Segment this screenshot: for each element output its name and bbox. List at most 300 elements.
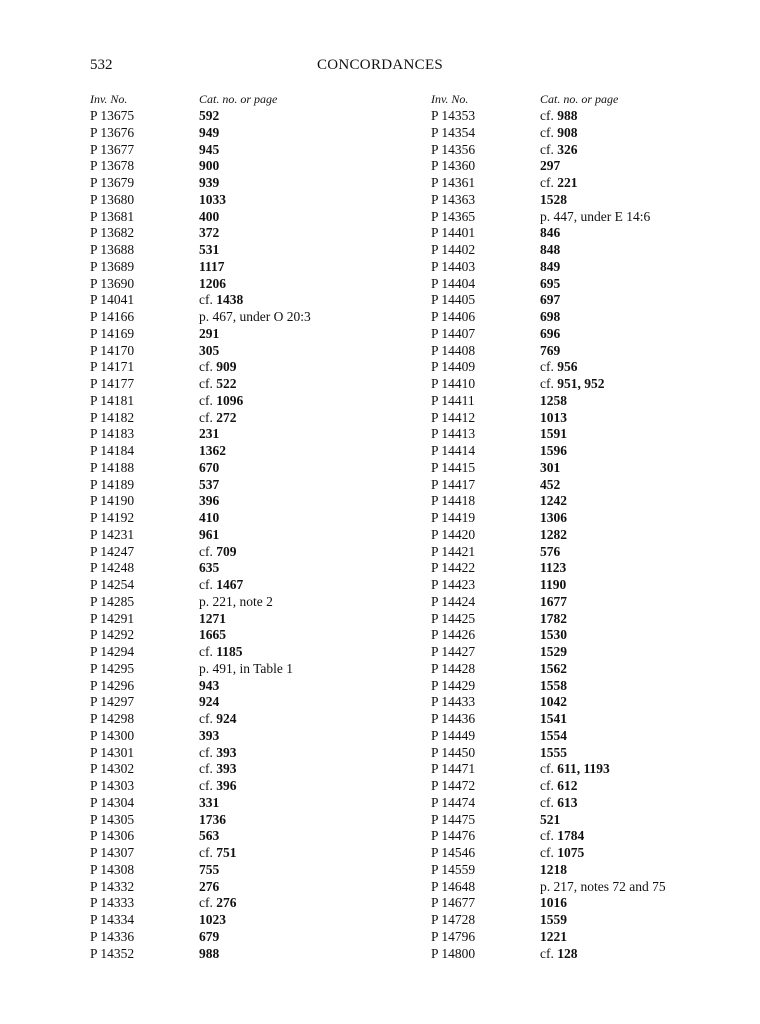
catalogue-reference [199,527,219,544]
catalogue-number: 221 [557,175,578,190]
inv-number: P 14406 [431,309,476,324]
catalogue-reference [199,225,219,242]
catalogue-number: 1467 [216,577,244,592]
catalogue-number: 709 [216,543,237,559]
catalogue-number: 988 [199,945,220,961]
catalogue-number: 563 [199,828,220,844]
catalogue-reference [199,795,219,812]
inv-number: P 13680 [90,191,135,207]
catalogue-reference [540,108,578,125]
catalogue-number: 924 [216,711,237,726]
catalogue-reference [199,477,219,494]
catalogue-reference [199,175,219,192]
catalogue-reference [540,611,567,628]
catalogue-number: 612 [557,778,578,793]
catalogue-reference [540,309,560,326]
catalogue-number: 988 [557,108,578,123]
catalogue-reference [540,795,578,812]
reference-prefix: cf. [199,359,217,375]
catalogue-number: 1075 [557,845,585,860]
inv-number: P 14415 [431,459,476,475]
inv-number: P 14177 [90,376,135,391]
inv-number: P 14411 [431,392,475,408]
catalogue-reference [540,862,567,879]
catalogue-reference [199,359,237,376]
inv-number: P 13681 [90,208,135,224]
catalogue-reference [540,493,567,510]
catalogue-reference [540,426,567,443]
catalogue-reference [199,745,237,762]
inv-number: P 14471 [431,761,476,777]
catalogue-reference [199,661,293,678]
catalogue-reference [540,443,567,460]
catalogue-reference [199,242,219,259]
inv-number: P 14425 [431,610,476,626]
inv-number: P 14423 [431,577,476,592]
catalogue-reference [540,410,567,427]
inv-number: P 14336 [90,928,135,944]
catalogue-reference [199,761,237,778]
inv-number: P 14412 [431,409,476,425]
inv-number: P 14648 [431,878,476,894]
catalogue-number: 1190 [540,577,567,592]
catalogue-number: 1242 [540,493,567,509]
catalogue-reference [540,276,560,293]
catalogue-number: 1782 [540,610,567,626]
catalogue-number: 1784 [557,828,585,844]
catalogue-reference [199,125,219,142]
catalogue-number: 1530 [540,627,567,643]
catalogue-reference [199,158,219,175]
inv-number: P 14474 [431,794,476,810]
catalogue-reference [540,912,567,929]
catalogue-reference [199,678,219,695]
catalogue-number: 943 [199,677,220,693]
inv-number: P 14171 [90,359,135,375]
catalogue-number: 522 [216,376,237,391]
catalogue-reference [199,426,219,443]
catalogue-number: 769 [540,342,561,358]
reference-prefix: cf. [199,644,217,659]
catalogue-reference [199,309,311,326]
catalogue-number: 410 [199,510,220,525]
catalogue-number: 635 [199,560,220,576]
inv-number: P 14296 [90,677,135,693]
reference-prefix: cf. [199,711,217,726]
catalogue-reference [540,895,567,912]
catalogue-reference [199,728,219,745]
reference-prefix: cf. [199,845,217,860]
catalogue-reference [199,611,226,628]
inv-number: P 14728 [431,912,476,927]
catalogue-reference [199,493,219,510]
inv-number: P 14546 [431,845,476,860]
inv-number: P 14436 [431,711,476,726]
reference-prefix: cf. [199,778,217,793]
catalogue-number: 297 [540,158,561,174]
inv-number: P 13676 [90,124,135,140]
catalogue-reference [199,410,237,427]
inv-number: P 13675 [90,108,135,123]
catalogue-reference [540,259,560,276]
inv-number: P 14476 [431,828,476,844]
catalogue-number: 1529 [540,644,567,659]
reference-prefix: p. 217, notes 72 and 75 [540,878,666,894]
catalogue-number: 276 [199,878,220,894]
catalogue-number: 537 [199,476,220,492]
catalogue-reference [540,376,605,393]
catalogue-number: 1541 [540,711,567,726]
catalogue-reference [199,644,243,661]
catalogue-number: 924 [199,694,220,710]
reference-prefix: cf. [540,845,558,860]
catalogue-number: 1677 [540,593,567,609]
reference-prefix: cf. [540,108,558,123]
catalogue-number: 276 [216,895,237,911]
catalogue-reference [199,912,226,929]
reference-prefix: cf. [540,794,558,810]
inv-number: P 14294 [90,644,135,659]
inv-number: P 14169 [90,325,135,341]
catalogue-reference [199,510,219,527]
catalogue-reference [540,209,650,226]
catalogue-reference [199,326,219,343]
catalogue-number: 1306 [540,510,567,525]
inv-number: P 14363 [431,191,476,207]
catalogue-number: 945 [199,141,220,157]
catalogue-number: 1558 [540,677,567,693]
inv-number: P 14041 [90,292,135,308]
inv-number: P 14298 [90,711,135,726]
inv-number: P 14170 [90,342,135,358]
reference-prefix: cf. [540,175,558,190]
catalogue-number: 961 [199,526,220,542]
catalogue-number: 848 [540,242,561,257]
reference-prefix: cf. [540,778,558,793]
inv-number: P 14254 [90,577,135,592]
catalogue-number: 1117 [199,258,225,274]
inv-number: P 14295 [90,660,135,676]
reference-prefix: p. 467, under O 20:3 [199,309,311,324]
inv-number: P 14361 [431,175,476,190]
catalogue-number: 576 [540,543,561,559]
inv-no-header: Inv. No. [431,92,469,106]
catalogue-number: 1438 [216,292,244,308]
catalogue-number: 611, 1193 [557,761,610,777]
page-number: 532 [90,57,113,73]
catalogue-number: 1033 [199,191,226,207]
catalogue-reference [540,711,567,728]
catalogue-reference [540,527,567,544]
catalogue-reference [199,946,219,963]
catalogue-number: 1562 [540,660,567,676]
reference-prefix: cf. [540,761,558,777]
catalogue-number: 291 [199,325,220,341]
catalogue-number: 400 [199,208,220,224]
catalogue-reference [540,761,610,778]
inv-number: P 14334 [90,912,135,927]
catalogue-reference [540,728,567,745]
reference-prefix: p. 447, under E 14:6 [540,208,651,224]
catalogue-number: 1016 [540,895,567,911]
catalogue-reference [199,108,219,125]
catalogue-number: 1591 [540,426,567,442]
inv-number: P 14292 [90,627,135,643]
catalogue-number: 900 [199,158,220,174]
catalogue-number: 1554 [540,727,567,743]
inv-number: P 13689 [90,258,135,274]
inv-number: P 14285 [90,593,135,609]
catalogue-reference [540,745,567,762]
reference-prefix: cf. [199,744,217,760]
catalogue-number: 1555 [540,744,567,760]
catalogue-number: 1282 [540,526,567,542]
inv-number: P 14307 [90,845,135,860]
catalogue-number: 1258 [540,392,567,408]
inv-number: P 14427 [431,644,476,659]
reference-prefix: cf. [540,945,558,961]
inv-number: P 14291 [90,610,135,626]
inv-number: P 14433 [431,694,476,710]
catalogue-number: 1596 [540,443,567,458]
inv-number: P 14356 [431,141,476,157]
catalogue-reference [199,142,219,159]
inv-number: P 14472 [431,778,476,793]
catalogue-number: 231 [199,426,220,442]
inv-number: P 13679 [90,175,135,190]
inv-number: P 14410 [431,376,476,391]
catalogue-number: 695 [540,275,561,291]
catalogue-number: 949 [199,124,220,140]
inv-number: P 14417 [431,476,476,492]
catalogue-reference [199,895,237,912]
catalogue-number: 696 [540,325,561,341]
reference-prefix: cf. [540,376,558,391]
inv-number: P 14181 [90,392,135,408]
inv-number: P 14404 [431,275,476,291]
catalogue-reference [199,376,237,393]
inv-number: P 14247 [90,543,135,559]
catalogue-reference [540,879,666,896]
inv-number: P 14360 [431,158,476,174]
catalogue-number: 1218 [540,861,567,877]
catalogue-reference [199,879,219,896]
catalogue-reference [540,946,578,963]
catalogue-number: 1221 [540,928,567,944]
catalogue-number: 452 [540,476,561,492]
catalogue-number: 697 [540,292,561,308]
inv-number: P 14419 [431,510,476,525]
catalogue-reference [540,577,566,594]
inv-number: P 14231 [90,526,135,542]
catalogue-reference [199,209,219,226]
catalogue-reference [199,862,219,879]
inv-number: P 14475 [431,811,476,827]
catalogue-number: 592 [199,108,220,123]
reference-prefix: p. 221, note 2 [199,593,273,609]
inv-number: P 14308 [90,861,135,877]
catalogue-reference [199,460,219,477]
inv-number: P 14677 [431,895,476,911]
inv-number: P 13688 [90,242,135,257]
catalogue-number: 1271 [199,610,226,626]
catalogue-reference [199,443,226,460]
catalogue-reference [540,845,584,862]
inv-number: P 14303 [90,778,135,793]
catalogue-number: 951, 952 [557,376,605,391]
inv-number: P 14189 [90,476,135,492]
catalogue-reference [540,359,578,376]
catalogue-reference [199,560,219,577]
catalogue-reference [540,192,567,209]
inv-number: P 14403 [431,258,476,274]
catalogue-number: 326 [557,141,578,157]
catalogue-reference [540,242,560,259]
catalogue-reference [540,828,584,845]
inv-number: P 14800 [431,945,476,961]
inv-number: P 14413 [431,426,476,442]
catalogue-reference [199,292,243,309]
inv-number: P 14301 [90,744,135,760]
inv-number: P 14409 [431,359,476,375]
catalogue-number: 939 [199,175,220,190]
catalogue-reference [540,560,566,577]
catalogue-reference [540,343,560,360]
inv-number: P 14418 [431,493,476,509]
catalogue-number: 393 [216,744,237,760]
inv-number: P 14302 [90,761,135,777]
inv-number: P 14354 [431,124,476,140]
cat-no-header: Cat. no. or page [540,92,619,106]
catalogue-reference [540,812,560,829]
catalogue-number: 849 [540,258,561,274]
catalogue-number: 305 [199,342,220,358]
inv-number: P 14559 [431,861,476,877]
inv-number: P 14188 [90,459,135,475]
reference-prefix: cf. [540,124,558,140]
inv-number: P 14353 [431,108,476,123]
inv-number: P 14424 [431,593,476,609]
catalogue-number: 679 [199,928,220,944]
inv-number: P 14421 [431,543,476,559]
catalogue-number: 956 [557,359,578,375]
catalogue-number: 698 [540,309,561,324]
catalogue-reference [540,778,578,795]
catalogue-number: 755 [199,861,220,877]
catalogue-reference [199,845,237,862]
catalogue-number: 909 [216,359,237,375]
catalogue-number: 1665 [199,627,226,643]
catalogue-reference [540,678,567,695]
inv-number: P 13677 [90,141,135,157]
catalogue-reference [199,594,273,611]
inv-number: P 14405 [431,292,476,308]
catalogue-reference [540,175,578,192]
reference-prefix: cf. [199,292,217,308]
catalogue-number: 372 [199,225,220,241]
catalogue-number: 331 [199,794,220,810]
inv-number: P 14402 [431,242,476,257]
inv-number: P 14429 [431,677,476,693]
inv-number: P 14192 [90,510,135,525]
reference-prefix: cf. [199,577,217,592]
reference-prefix: cf. [199,895,217,911]
catalogue-reference [540,510,567,527]
catalogue-reference [540,627,567,644]
reference-prefix: cf. [540,141,558,157]
catalogue-number: 908 [557,124,578,140]
catalogue-number: 1123 [540,560,567,576]
catalogue-reference [199,577,243,594]
catalogue-reference [540,929,567,946]
catalogue-number: 1362 [199,443,226,458]
catalogue-number: 301 [540,459,561,475]
inv-number: P 14183 [90,426,135,442]
catalogue-number: 1023 [199,912,226,927]
inv-number: P 13682 [90,225,135,241]
inv-number: P 14300 [90,727,135,743]
catalogue-reference [540,125,578,142]
inv-number: P 14297 [90,694,135,710]
catalogue-reference [199,694,219,711]
inv-number: P 14304 [90,794,135,810]
inv-number: P 14422 [431,560,476,576]
catalogue-number: 128 [557,945,578,961]
reference-prefix: cf. [540,359,558,375]
catalogue-reference [540,393,567,410]
reference-prefix: cf. [199,543,217,559]
inv-number: P 14414 [431,443,476,458]
catalogue-reference [199,929,219,946]
catalogue-reference [199,259,225,276]
catalogue-number: 1736 [199,811,226,827]
catalogue-number: 670 [199,459,220,475]
cat-no-header: Cat. no. or page [199,92,278,106]
inv-number: P 14365 [431,208,476,224]
inv-number: P 14449 [431,727,476,743]
catalogue-number: 613 [557,794,578,810]
inv-number: P 14352 [90,945,135,961]
catalogue-reference [540,594,567,611]
catalogue-reference [199,627,226,644]
catalogue-number: 1185 [216,644,243,659]
catalogue-number: 521 [540,811,561,827]
inv-number: P 13678 [90,158,135,174]
catalogue-reference [199,778,237,795]
catalogue-reference [540,661,567,678]
catalogue-reference [540,544,560,561]
catalogue-number: 396 [216,778,237,793]
reference-prefix: cf. [540,828,558,844]
inv-number: P 14248 [90,560,135,576]
catalogue-number: 1013 [540,409,567,425]
catalogue-number: 1528 [540,191,567,207]
inv-no-header: Inv. No. [90,92,128,106]
catalogue-number: 272 [216,409,237,425]
catalogue-reference [540,158,560,175]
inv-number: P 14428 [431,660,476,676]
inv-number: P 14408 [431,342,476,358]
inv-number: P 14182 [90,409,135,425]
catalogue-reference [540,477,560,494]
inv-number: P 14333 [90,895,135,911]
reference-prefix: p. 491, in Table 1 [199,660,294,676]
inv-number: P 14332 [90,878,135,894]
catalogue-reference [199,544,237,561]
catalogue-number: 531 [199,242,220,257]
catalogue-reference [540,142,578,159]
inv-number: P 14796 [431,928,476,944]
